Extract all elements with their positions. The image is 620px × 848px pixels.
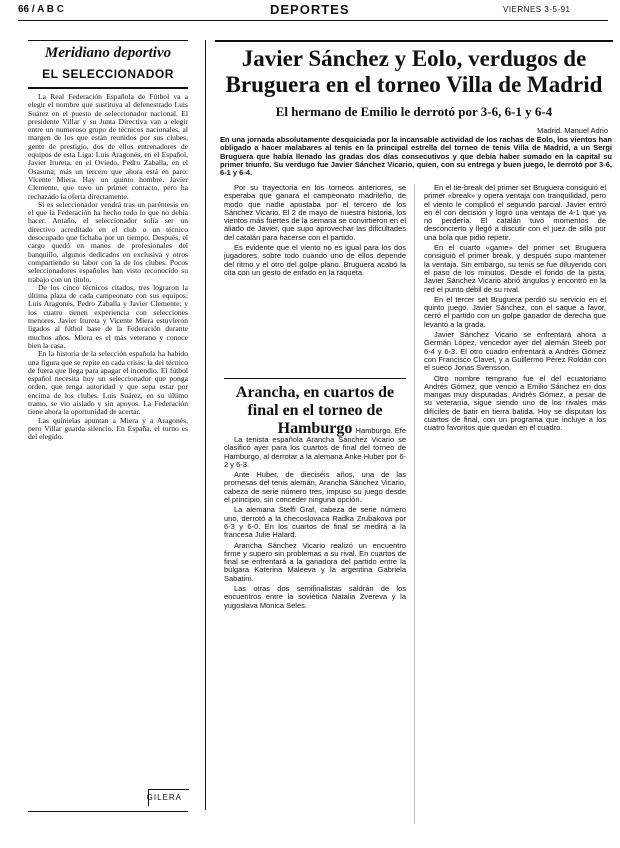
column-paragraph: Si es seleccionador vendrá tras un paréntesis en el que la Federación ha hecho todo lo que no debía hacer. Antaño, el seleccionador solía ser un directivo acreditado en el club o un técnico desocupado que fichaba por un tiempo. Después, el cargo quedó en manos de profesionales del banquillo, algunos dedicados en exclusiva y otros compartiendo su labor con la de los clubes. Pocos seleccionadores españoles han visto reconocido su trabajo con un título. (28, 199, 188, 284)
secondary-credit: Hamburgo. Efe (355, 426, 406, 435)
article-paragraph: En el tie-break del primer set Bruguera consiguió el primer «break» y opera ventaja con tranquilidad, pero el viento le complicó el segundo parcial. Javier entró en él con decisión y logró una ventaja de 4-1 que ya no perdería. El catalán tuvo momentos de desconcierto y llegó a discutir con el juez de silla por una bola que pidió repetir. (424, 184, 606, 242)
article-paragraph: Javier Sánchez Vicario se enfrentará ahora a Germán López, vencedor ayer del alemán Steeb por 6-4 y 6-3. El otro cuadro enfrentará a Andrés Gómez con Francisco Clavet, y a Guillermo Pérez Roldán con el sueco Jonas Svensson. (424, 330, 606, 373)
article-byline: Madrid. Manuel Adrio (537, 126, 608, 135)
section-title: DEPORTES (270, 2, 350, 17)
article-paragraph: Las otras dos semifinalistas saldrán de los encuentros entre la soviética Natalia Zvereva y la yugoslava Monica Seles. (224, 584, 406, 610)
issue-date: VIERNES 3-5-91 (503, 5, 571, 14)
secondary-article-body (224, 436, 406, 808)
column-paragraph: De los cinco técnicos citados, tres lograron la última plaza de cada campeonato con sus equipos: Luis Aragonés, Pedro Zaballa y Javier Clemente; y los cuatro tienen experiencia con selecciones menores. Javier Irureta y Vicente Miera estuvieron ligados al fútbol base de la Federación durante muchos años. Miera es el más veterano y conoce bien la casa. (28, 282, 188, 350)
column-divider (414, 184, 415, 824)
column-divider (205, 40, 206, 810)
article-paragraph: Es evidente que el viento no es igual para los dos jugadores, sobre todo cuando uno de ellos depende del ritmo y el otro del golpe plano. Bruguera acabó la cita con un gesto de enfado en la raqueta. (224, 243, 406, 277)
article-paragraph: La tenista española Arancha Sánchez Vicario se clasificó ayer para los cuartos de final del torneo de Hamburgo, al derrotar a la alemana Anke Huber por 6-2 y 6-3. (224, 436, 406, 469)
article-lead: En una jornada absolutamente desquiciada por la incansable actividad de los rachas de Eolo, los vientos han obligado a hacer malabares al tenis en la principal estrella del torneo de tenis Villa de Madrid, a un Sergi Bruguera que había llenado las gradas dos días consecutivos y que debía haber sumado en la capital su primer triunfo. Su verdugo fue Javier Sánchez Vicario, quien, con su entrega y buen juego, le derrotó por 3-6, 6-1 y 6-4. (220, 135, 612, 178)
header-rule (18, 20, 608, 21)
article-headline: Javier Sánchez y Eolo, verdugos de Bruguera en el torneo Villa de Madrid (225, 46, 603, 97)
column-title: EL SELECCIONADOR (42, 67, 174, 81)
column-title-rule (28, 87, 188, 89)
column-paragraph: Las quinielas apuntan a Miera y a Aragonés, pero Villar guarda silencio. En España, el turno es del elegido. (28, 415, 188, 442)
article-paragraph: La alemana Steffi Graf, cabeza de serie número uno, derrotó a la checoslovaca Radka Zrubakova por 6-3 y 6-0. En los cuartos de final se medirá a la francesa Julie Halard. (224, 505, 406, 540)
article-paragraph: Arancha Sánchez Vicario realizó un encuentro firme y supero sin problemas a su rival. En cuartos de final se enfrentará a la ganadora del partido entre la búlgara Katerina Maleeva y la argentina Gabriela Sabatini. (224, 540, 406, 583)
page-number: 66 / A B C (18, 4, 64, 15)
column-body (28, 93, 188, 783)
column-paragraph: En la historia de la selección española ha habido una figura que se repite en cada crisis: la del técnico de fuera que llega para apagar el incendio. El fútbol español necesita hoy un seleccionador que ponga orden, que tenga autoridad y que sepa estar por encima de los clubes. Luis Suárez, en su último tramo, se vio aislado y sin apoyos. La Federación tiene ahora la oportunidad de acertar. (28, 349, 188, 417)
article-subhead: El hermano de Emilio le derrotó por 3-6, 6-1 y 6-4 (275, 104, 553, 119)
article-column-1 (224, 184, 406, 370)
article-column-2 (424, 184, 606, 824)
article-top-rule (215, 40, 613, 42)
column-signature: GILERA (146, 793, 182, 802)
article-paragraph: Ante Huber, de dieciséis años, una de las promesas del tenis alemán, Arancha Sánchez Vicario, cabeza de serie número tres, impuso su juego desde el principio, sin conceder ninguna opción. (224, 470, 406, 505)
column-kicker: Meridiano deportivo (44, 45, 172, 61)
column-paragraph: La Real Federación Española de Fútbol va a elegir el nombre que sustituya al defenestrado Luis Suárez en el puesto de seleccionador nacional. El presidente Villar y su Junta Directiva van a elegir entre un numeroso grupo de técnicos nacionales, al margen de los que están reunidos por sus clubes, gente de prestigio, dos de ellos entrenadores de equipos de esta Liga: Luis Aragonés, en el Español, Javier Irureta, en el Oviedo, Pedro Zaballa, en el Osasuna; más un tercero que ahora está en paro: Vicente Miera. Hay un quinto hombre, Javier Clemente, que tuvo un primer contacto, pero ha rechazado la oferta directamente. (28, 93, 188, 201)
article-paragraph: Otro nombre temprano fue el del ecuatoriano Andrés Gómez, que venció a Emilio Sánchez en dos mangas muy disputadas. Andrés Gómez, a pesar de su veteranía, sigue siendo uno de los rivales más difíciles de batir en tierra batida. Hoy se disputan los cuartos de final, con un programa que incluye a los cuatro favoritos que quedan en el cuadro. (424, 373, 606, 433)
secondary-headline: Arancha, en cuartos de final en el torneo de Hamburgo (235, 384, 395, 437)
section-rule (224, 378, 406, 379)
article-paragraph: En el tercer set Bruguera perdió su servicio en el quinto juego. Javier Sánchez, con el saque a favor, cerró el partido con un golpe ganador de derecha que levantó a la grada. (424, 294, 606, 329)
article-paragraph: En el cuarto «game» del primer set Bruguera consiguió el primer break, y después supo mantener la ventaja. Sin embargo, su tenis se fue diluyendo con el paso de los minutos. Desde el fondo de la pista, Javier Sánchez Vicario abrió ángulos y encontró en la red el punto débil de su rival. (424, 243, 606, 294)
article-paragraph: Por su trayectoria en los torneos anteriores, se esperaba que ganara el campeonato madrileño, de modo que nadie apostaba por el tercero de los Sánchez Vicario. El 2 de mayo de nuestra historia, los vientos más fuertes de la semana se convirtieron en el aliado de Javier, que supo aprovechar las dificultades del catalán para hacerse con el partido. (224, 184, 406, 242)
opinion-column (28, 40, 188, 812)
